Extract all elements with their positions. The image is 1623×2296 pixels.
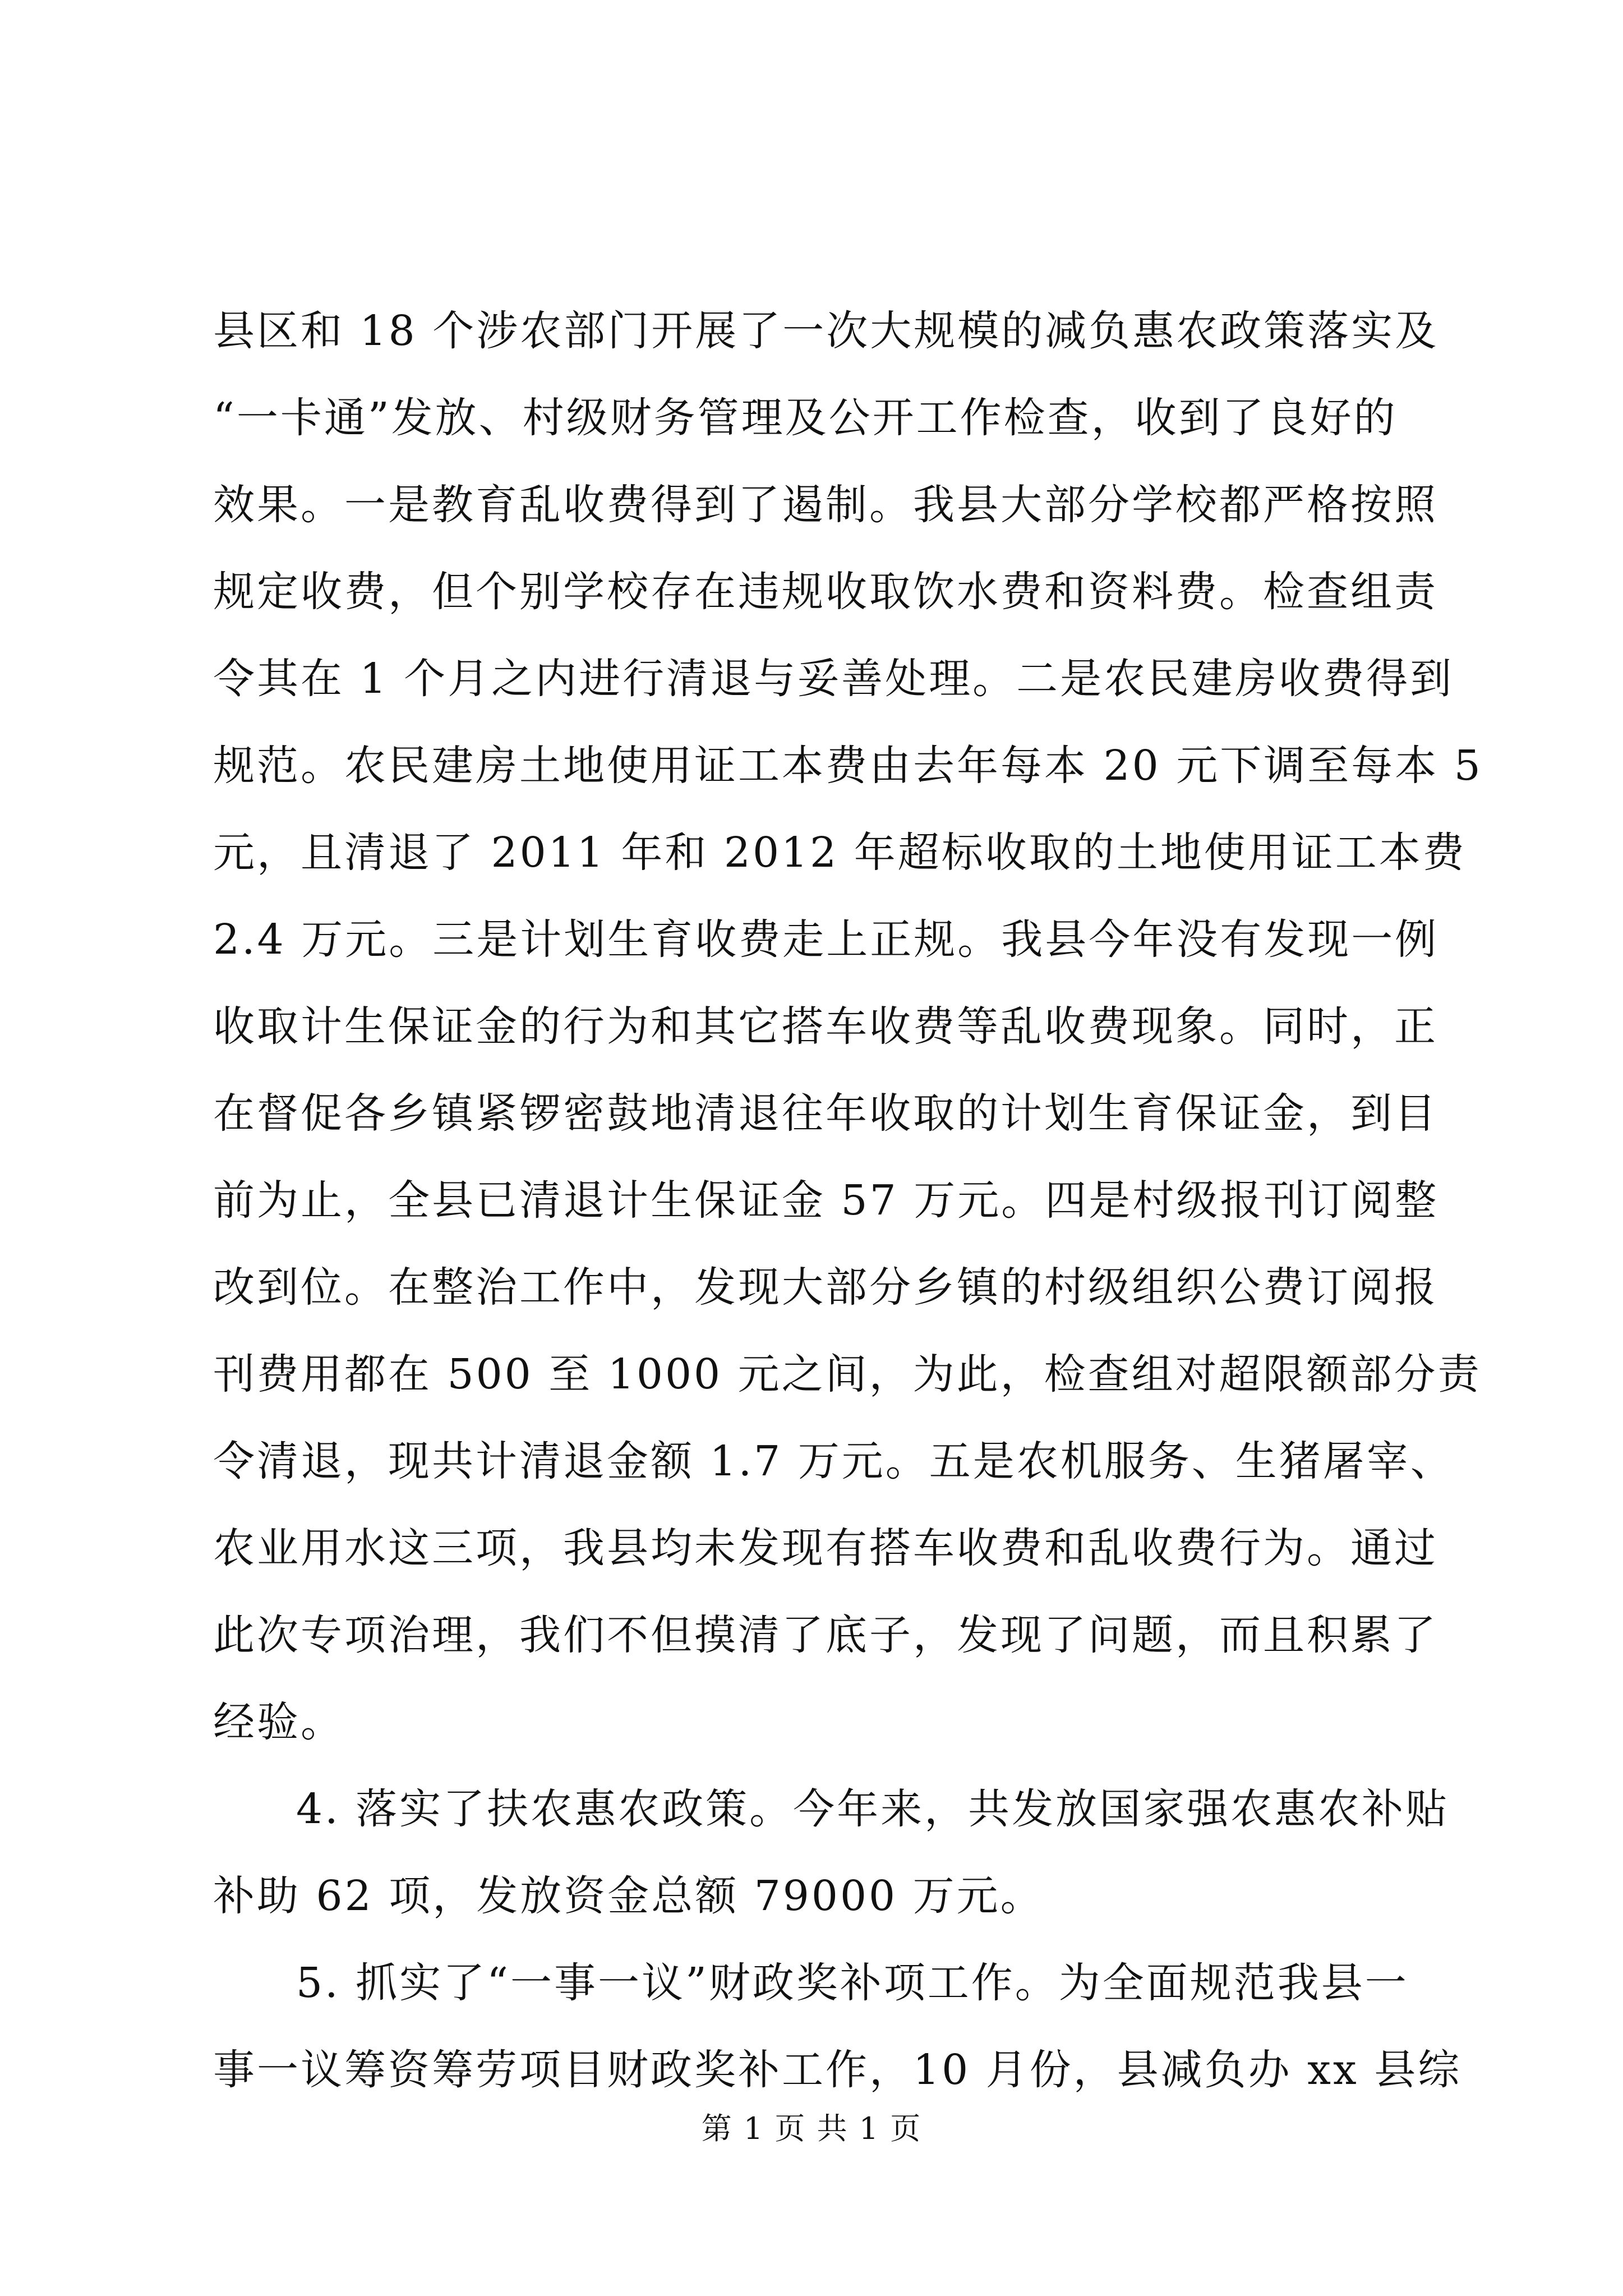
body-line: 令清退，现共计清退金额 1.7 万元。五是农机服务、生猪屠宰、 xyxy=(213,1437,1454,1485)
body-line: 事一议筹资筹劳项目财政奖补工作，10 月份，县减负办 xx 县综 xyxy=(213,2046,1462,2094)
body-line: 令其在 1 个月之内进行清退与妥善处理。二是农民建房收费得到 xyxy=(213,655,1454,703)
body-line: 效果。一是教育乱收费得到了遏制。我县大部分学校都严格按照 xyxy=(213,481,1438,529)
body-line: 农业用水这三项，我县均未发现有搭车收费和乱收费行为。通过 xyxy=(213,1524,1438,1572)
body-line: 县区和 18 个涉农部门开展了一次大规模的减负惠农政策落实及 xyxy=(213,307,1439,355)
body-line: 前为止，全县已清退计生保证金 57 万元。四是村级报刊订阅整 xyxy=(213,1176,1439,1225)
body-line: 在督促各乡镇紧锣密鼓地清退往年收取的计划生育保证金，到目 xyxy=(213,1089,1438,1138)
body-line: 元，且清退了 2011 年和 2012 年超标收取的土地使用证工本费 xyxy=(213,829,1467,877)
body-line: 收取计生保证金的行为和其它搭车收费等乱收费现象。同时，正 xyxy=(213,1002,1438,1051)
body-line: 此次专项治理，我们不但摸清了底子，发现了问题，而且积累了 xyxy=(213,1611,1438,1659)
body-line: “一卡通”发放、村级财务管理及公开工作检查，收到了良好的 xyxy=(213,394,1398,442)
body-line: 改到位。在整治工作中，发现大部分乡镇的村级组织公费订阅报 xyxy=(213,1263,1438,1312)
body-line: 5. 抓实了“一事一议”财政奖补项工作。为全面规范我县一 xyxy=(296,1959,1409,2007)
body-line: 刊费用都在 500 至 1000 元之间，为此，检查组对超限额部分责 xyxy=(213,1350,1482,1398)
body-line: 4. 落实了扶农惠农政策。今年来，共发放国家强农惠农补贴 xyxy=(296,1785,1450,1833)
body-line: 经验。 xyxy=(213,1698,344,1746)
body-line: 2.4 万元。三是计划生育收费走上正规。我县今年没有发现一例 xyxy=(213,915,1439,964)
body-line: 规定收费，但个别学校存在违规收取饮水费和资料费。检查组责 xyxy=(213,568,1438,616)
body-line: 补助 62 项，发放资金总额 79000 万元。 xyxy=(213,1872,1044,1920)
page-number-footer: 第 1 页 共 1 页 xyxy=(701,2111,922,2146)
body-line: 规范。农民建房土地使用证工本费由去年每本 20 元下调至每本 5 xyxy=(213,742,1483,790)
